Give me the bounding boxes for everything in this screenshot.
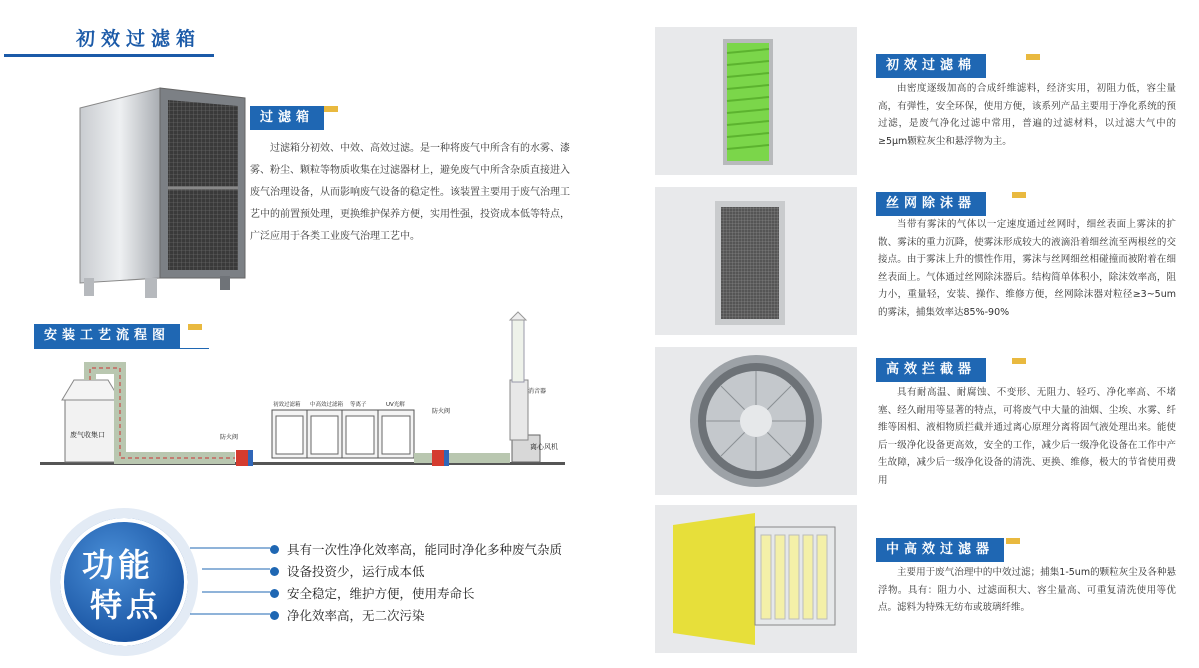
label-unit-3: 等离子 bbox=[350, 402, 367, 408]
filter-box-description: 过滤箱分初效、中效、高效过滤。是一种将废气中所含有的水雾、漆雾、粉尘、颗粒等物质收集在过滤器材上，避免废气中所含杂质直接进入废气治理设备，从而影响废气设备的稳定性。该装置主要用于废气治理工艺中的前置预处理，更换维护保养方便，实用性强，投资成本低等特点，广泛应用于各类工业废气治理工艺中。 bbox=[250, 143, 570, 242]
bullet-dot bbox=[270, 545, 279, 554]
page-title: 初效过滤箱 bbox=[76, 28, 202, 50]
label-fan: 离心风机 bbox=[530, 443, 558, 451]
feature-text: 净化效率高，无二次污染 bbox=[287, 608, 425, 623]
label-fire-valve-right: 防火阀 bbox=[432, 408, 451, 415]
product-tag: 中高效过滤器 bbox=[876, 538, 1004, 562]
product-image-high-efficiency-interceptor bbox=[655, 347, 857, 495]
feature-item bbox=[270, 560, 570, 582]
feature-text: 设备投资少，运行成本低 bbox=[287, 564, 425, 579]
filter-box-tag: 过滤箱 bbox=[250, 106, 324, 130]
bullet-dot bbox=[270, 589, 279, 598]
tag-accent bbox=[1026, 54, 1040, 60]
product-image-medium-high-efficiency-filter bbox=[655, 505, 857, 653]
label-unit-2: 中高效过滤箱 bbox=[310, 402, 344, 408]
product-tag: 丝网除沫器 bbox=[876, 192, 986, 216]
features-badge-line2: 特点 bbox=[90, 586, 163, 624]
install-tag: 安装工艺流程图 bbox=[34, 324, 180, 348]
features-badge-line1: 功能 bbox=[82, 546, 155, 584]
bullet-dot bbox=[270, 567, 279, 576]
feature-item bbox=[270, 604, 570, 626]
product-image-primary-filter-cotton bbox=[655, 27, 857, 175]
feature-text: 具有一次性净化效率高，能同时净化多种废气杂质 bbox=[287, 542, 563, 557]
label-muffler: 消音器 bbox=[528, 388, 547, 395]
install-flow-diagram bbox=[40, 290, 565, 470]
feature-item bbox=[270, 538, 570, 560]
feature-item bbox=[270, 582, 570, 604]
product-description: 当带有雾沫的气体以一定速度通过丝网时，细丝表面上雾沫的扩散、雾沫的重力沉降，使雾沫形成较大的液滴沿着细丝流至两根丝的交接点。由于雾沫上升的惯性作用，雾沫与丝网细丝相碰撞而被附着在细丝表面上。气体通过丝网除沫器后。结构简单体积小，除沫效率高，阻力小，重量轻，安装、操作、维修方便，丝网除沫器对粒径≥3~5um的雾沫，捕集效率达85%-90% bbox=[878, 219, 1176, 318]
label-collector: 废气收集口 bbox=[70, 431, 105, 439]
bullet-dot bbox=[270, 611, 279, 620]
tag-accent bbox=[1006, 538, 1020, 544]
product-image-wire-mesh-demister bbox=[655, 187, 857, 335]
product-tag: 高效拦截器 bbox=[876, 358, 986, 382]
title-underline bbox=[4, 54, 214, 57]
product-description: 主要用于废气治理中的中效过滤；捕集1-5um的颗粒灰尘及各种悬浮物。具有：阻力小、过滤面积大、容尘量高、可重复清洗使用等优点。滤料为特殊无纺布或玻璃纤维。 bbox=[878, 567, 1176, 614]
tag-accent bbox=[1012, 192, 1026, 198]
product-description: 由密度逐级加高的合成纤维滤料，经济实用，初阻力低，容尘量高，有弹性，安全环保，使用方便，该系列产品主要用于净化系统的预过滤，是废气净化过滤中常用，普遍的过滤材料，以过滤大气中的≥5μm颗粒灰尘和悬浮物为主。 bbox=[878, 83, 1176, 147]
product-description: 具有耐高温、耐腐蚀、不变形、无阻力、轻巧、净化率高、不堵塞、经久耐用等显著的特点，可将废气中大量的油烟、尘埃、水雾、纤维等困相、液相物质拦截并通过离心原理分离将固气液处理出来。能使后一级净化设备更高效，安全的工作，减少后一级净化设备在工作中产生故障，减少后一级净化设备的清洗、更换、维修，极大的节省使用费用 bbox=[878, 387, 1176, 486]
label-fire-valve-left: 防火阀 bbox=[220, 434, 239, 441]
feature-text: 安全稳定，维护方便，使用寿命长 bbox=[287, 586, 475, 601]
label-unit-4: UV光解 bbox=[386, 402, 405, 408]
feature-list bbox=[270, 538, 570, 626]
product-tag: 初效过滤棉 bbox=[876, 54, 986, 78]
tag-accent bbox=[1012, 358, 1026, 364]
tag-accent bbox=[324, 106, 338, 112]
filter-box-image bbox=[70, 78, 250, 303]
feature-connector-lines bbox=[170, 546, 270, 616]
label-unit-1: 初效过滤箱 bbox=[273, 402, 301, 408]
